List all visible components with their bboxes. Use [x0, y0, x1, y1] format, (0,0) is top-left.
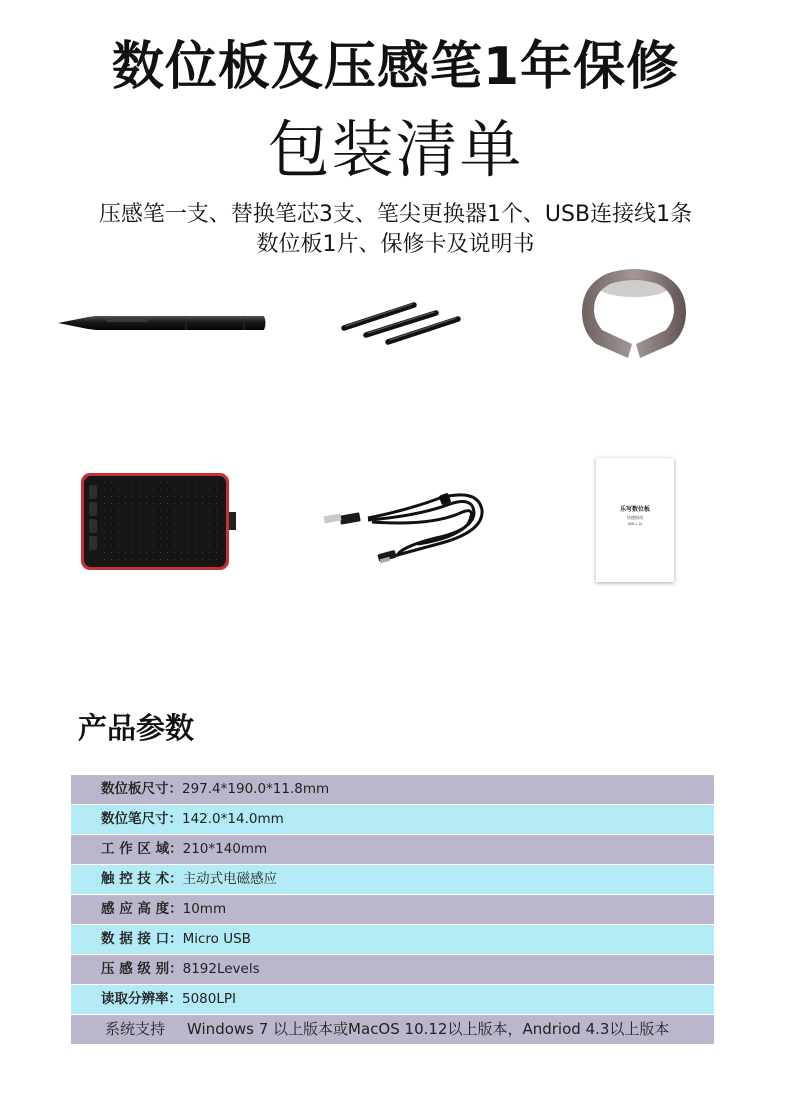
spec-value: 主动式电磁感应 — [182, 871, 278, 887]
spec-row — [71, 955, 714, 984]
spec-key: 数位笔尺寸： — [101, 811, 182, 827]
spec-row — [71, 925, 714, 954]
spec-value: 210*140mm — [182, 841, 268, 857]
guide-subtitle: 快速指南 — [627, 515, 643, 520]
stylus-pen-image — [56, 310, 268, 336]
spec-value: 5080LPI — [182, 991, 236, 1007]
spec-key: 感 应 高 度： — [101, 901, 183, 917]
guide-model: (BN-1 2) — [627, 522, 643, 526]
spec-row — [71, 1015, 714, 1044]
spec-value: Windows 7 以上版本或MacOS 10.12以上版本，Andriod 4.3以上版本 — [187, 1020, 670, 1038]
package-contents-line-1: 压感笔一支、替换笔芯3支、笔尖更换器1个、USB连接线1条 — [98, 202, 693, 227]
replacement-nibs-image — [338, 300, 464, 348]
package-contents-line-2: 数位板1片、保修卡及说明书 — [256, 232, 535, 257]
spec-key: 工 作 区 域： — [101, 841, 183, 857]
spec-key: 压 感 级 别： — [101, 961, 183, 977]
spec-value: Micro USB — [182, 931, 251, 947]
guide-title: 乐写数位板 — [619, 506, 650, 513]
spec-key: 数 据 接 口： — [101, 931, 183, 947]
spec-section-title: 产品参数 — [78, 711, 195, 745]
spec-row — [71, 835, 714, 864]
spec-key: 触 控 技 术： — [101, 871, 183, 887]
usb-cable-image — [318, 488, 490, 566]
spec-key: 系统支持 — [105, 1020, 166, 1038]
spec-key: 读取分辨率： — [101, 991, 182, 1007]
package-list-title: 包装清单 — [267, 113, 524, 186]
spec-value: 142.0*14.0mm — [182, 811, 284, 827]
nib-remover-ring-image — [578, 262, 690, 362]
spec-row — [71, 985, 714, 1014]
spec-row — [71, 865, 714, 894]
spec-key: 数位板尺寸： — [101, 781, 182, 797]
spec-row — [71, 805, 714, 834]
spec-table — [71, 775, 714, 1045]
spec-value: 297.4*190.0*11.8mm — [182, 781, 330, 797]
spec-value: 8192Levels — [182, 961, 260, 977]
drawing-tablet-image — [80, 472, 240, 572]
warranty-title: 数位板及压感笔1年保修 — [111, 37, 680, 97]
quick-guide-booklet — [596, 458, 674, 582]
spec-row — [71, 895, 714, 924]
spec-value: 10mm — [182, 901, 227, 917]
spec-row — [71, 775, 714, 804]
